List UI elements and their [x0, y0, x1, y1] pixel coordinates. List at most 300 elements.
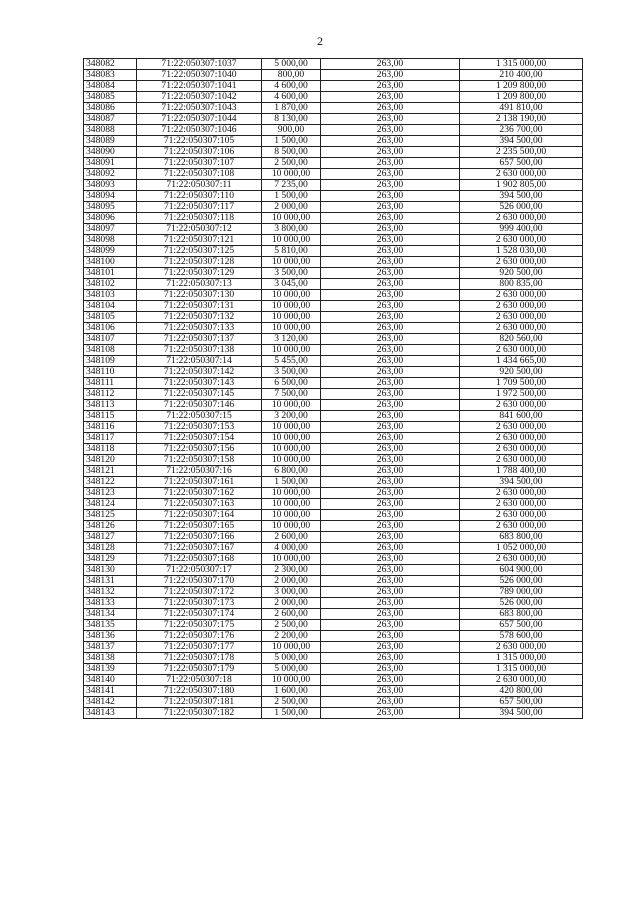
area-cell: 3 120,00 [262, 334, 321, 345]
rate-cell: 263,00 [321, 466, 460, 477]
table-row [84, 389, 583, 400]
cadastral-number-cell: 71:22:050307:158 [137, 455, 262, 466]
area-cell: 1 500,00 [262, 708, 321, 719]
area-cell: 10 000,00 [262, 345, 321, 356]
value-cell: 2 630 000,00 [460, 323, 583, 334]
area-cell: 10 000,00 [262, 488, 321, 499]
area-cell: 10 000,00 [262, 422, 321, 433]
value-cell: 2 630 000,00 [460, 499, 583, 510]
value-cell: 1 052 000,00 [460, 543, 583, 554]
value-cell: 2 630 000,00 [460, 521, 583, 532]
record-number-cell: 348134 [84, 609, 137, 620]
table-row [84, 136, 583, 147]
rate-cell: 263,00 [321, 565, 460, 576]
table-row [84, 279, 583, 290]
value-cell: 394 500,00 [460, 191, 583, 202]
record-number-cell: 348103 [84, 290, 137, 301]
rate-cell: 263,00 [321, 477, 460, 488]
record-number-cell: 348120 [84, 455, 137, 466]
table-row [84, 367, 583, 378]
record-number-cell: 348107 [84, 334, 137, 345]
area-cell: 2 500,00 [262, 620, 321, 631]
area-cell: 2 600,00 [262, 609, 321, 620]
area-cell: 5 000,00 [262, 664, 321, 675]
cadastral-number-cell: 71:22:050307:174 [137, 609, 262, 620]
value-cell: 1 315 000,00 [460, 59, 583, 70]
rate-cell: 263,00 [321, 191, 460, 202]
value-cell: 1 209 800,00 [460, 81, 583, 92]
table-row [84, 268, 583, 279]
record-number-cell: 348116 [84, 422, 137, 433]
table-row [84, 59, 583, 70]
rate-cell: 263,00 [321, 169, 460, 180]
value-cell: 2 630 000,00 [460, 400, 583, 411]
table-row [84, 147, 583, 158]
record-number-cell: 348084 [84, 81, 137, 92]
area-cell: 2 000,00 [262, 576, 321, 587]
table-row [84, 466, 583, 477]
table-row [84, 180, 583, 191]
area-cell: 7 235,00 [262, 180, 321, 191]
table-row [84, 158, 583, 169]
record-number-cell: 348142 [84, 697, 137, 708]
rate-cell: 263,00 [321, 642, 460, 653]
rate-cell: 263,00 [321, 136, 460, 147]
value-cell: 820 560,00 [460, 334, 583, 345]
record-number-cell: 348090 [84, 147, 137, 158]
record-number-cell: 348133 [84, 598, 137, 609]
table-row [84, 587, 583, 598]
cadastral-number-cell: 71:22:050307:145 [137, 389, 262, 400]
cadastral-number-cell: 71:22:050307:167 [137, 543, 262, 554]
record-number-cell: 348098 [84, 235, 137, 246]
table-row [84, 114, 583, 125]
rate-cell: 263,00 [321, 290, 460, 301]
cadastral-number-cell: 71:22:050307:181 [137, 697, 262, 708]
rate-cell: 263,00 [321, 499, 460, 510]
rate-cell: 263,00 [321, 301, 460, 312]
record-number-cell: 348089 [84, 136, 137, 147]
record-number-cell: 348106 [84, 323, 137, 334]
area-cell: 1 600,00 [262, 686, 321, 697]
cadastral-number-cell: 71:22:050307:137 [137, 334, 262, 345]
table-row [84, 543, 583, 554]
table-row [84, 499, 583, 510]
table-row [84, 334, 583, 345]
cadastral-number-cell: 71:22:050307:121 [137, 235, 262, 246]
cadastral-number-cell: 71:22:050307:179 [137, 664, 262, 675]
cadastral-number-cell: 71:22:050307:143 [137, 378, 262, 389]
table-row [84, 202, 583, 213]
area-cell: 3 800,00 [262, 224, 321, 235]
value-cell: 578 600,00 [460, 631, 583, 642]
table-row [84, 301, 583, 312]
value-cell: 2 630 000,00 [460, 213, 583, 224]
area-cell: 6 500,00 [262, 378, 321, 389]
cadastral-number-cell: 71:22:050307:178 [137, 653, 262, 664]
record-number-cell: 348104 [84, 301, 137, 312]
record-number-cell: 348086 [84, 103, 137, 114]
rate-cell: 263,00 [321, 81, 460, 92]
cadastral-number-cell: 71:22:050307:17 [137, 565, 262, 576]
area-cell: 3 200,00 [262, 411, 321, 422]
value-cell: 2 630 000,00 [460, 510, 583, 521]
table-row [84, 235, 583, 246]
area-cell: 1 500,00 [262, 477, 321, 488]
area-cell: 10 000,00 [262, 444, 321, 455]
rate-cell: 263,00 [321, 532, 460, 543]
value-cell: 1 434 665,00 [460, 356, 583, 367]
cadastral-number-cell: 71:22:050307:1041 [137, 81, 262, 92]
value-cell: 2 630 000,00 [460, 169, 583, 180]
cadastral-number-cell: 71:22:050307:132 [137, 312, 262, 323]
record-number-cell: 348128 [84, 543, 137, 554]
rate-cell: 263,00 [321, 422, 460, 433]
rate-cell: 263,00 [321, 510, 460, 521]
record-number-cell: 348129 [84, 554, 137, 565]
rate-cell: 263,00 [321, 180, 460, 191]
cadastral-number-cell: 71:22:050307:1040 [137, 70, 262, 81]
value-cell: 526 000,00 [460, 576, 583, 587]
area-cell: 10 000,00 [262, 301, 321, 312]
area-cell: 3 500,00 [262, 367, 321, 378]
rate-cell: 263,00 [321, 675, 460, 686]
area-cell: 5 455,00 [262, 356, 321, 367]
area-cell: 3 500,00 [262, 268, 321, 279]
rate-cell: 263,00 [321, 444, 460, 455]
cadastral-number-cell: 71:22:050307:1037 [137, 59, 262, 70]
value-cell: 683 800,00 [460, 532, 583, 543]
record-number-cell: 348140 [84, 675, 137, 686]
record-number-cell: 348135 [84, 620, 137, 631]
rate-cell: 263,00 [321, 312, 460, 323]
area-cell: 1 500,00 [262, 191, 321, 202]
record-number-cell: 348143 [84, 708, 137, 719]
table-row [84, 345, 583, 356]
rate-cell: 263,00 [321, 268, 460, 279]
cadastral-number-cell: 71:22:050307:110 [137, 191, 262, 202]
record-number-cell: 348085 [84, 92, 137, 103]
value-cell: 604 900,00 [460, 565, 583, 576]
table-row [84, 510, 583, 521]
area-cell: 8 130,00 [262, 114, 321, 125]
value-cell: 999 400,00 [460, 224, 583, 235]
page-number: 2 [317, 34, 323, 48]
rate-cell: 263,00 [321, 114, 460, 125]
cadastral-number-cell: 71:22:050307:156 [137, 444, 262, 455]
rate-cell: 263,00 [321, 279, 460, 290]
table-row [84, 257, 583, 268]
table-row [84, 378, 583, 389]
area-cell: 1 870,00 [262, 103, 321, 114]
value-cell: 2 630 000,00 [460, 455, 583, 466]
area-cell: 2 500,00 [262, 697, 321, 708]
record-number-cell: 348091 [84, 158, 137, 169]
rate-cell: 263,00 [321, 367, 460, 378]
cadastral-number-cell: 71:22:050307:1046 [137, 125, 262, 136]
record-number-cell: 348131 [84, 576, 137, 587]
cadastral-number-cell: 71:22:050307:182 [137, 708, 262, 719]
value-cell: 2 630 000,00 [460, 345, 583, 356]
area-cell: 3 045,00 [262, 279, 321, 290]
table-row [84, 576, 583, 587]
value-cell: 657 500,00 [460, 620, 583, 631]
rate-cell: 263,00 [321, 356, 460, 367]
value-cell: 526 000,00 [460, 202, 583, 213]
value-cell: 2 630 000,00 [460, 257, 583, 268]
cadastral-number-cell: 71:22:050307:138 [137, 345, 262, 356]
cadastral-number-cell: 71:22:050307:131 [137, 301, 262, 312]
cadastral-number-cell: 71:22:050307:1043 [137, 103, 262, 114]
record-number-cell: 348121 [84, 466, 137, 477]
area-cell: 5 000,00 [262, 59, 321, 70]
table-row [84, 675, 583, 686]
cadastral-number-cell: 71:22:050307:13 [137, 279, 262, 290]
value-cell: 920 500,00 [460, 367, 583, 378]
cadastral-number-cell: 71:22:050307:161 [137, 477, 262, 488]
value-cell: 1 315 000,00 [460, 664, 583, 675]
value-cell: 420 800,00 [460, 686, 583, 697]
area-cell: 10 000,00 [262, 642, 321, 653]
rate-cell: 263,00 [321, 521, 460, 532]
value-cell: 2 630 000,00 [460, 433, 583, 444]
area-cell: 10 000,00 [262, 257, 321, 268]
cadastral-number-cell: 71:22:050307:162 [137, 488, 262, 499]
record-number-cell: 348137 [84, 642, 137, 653]
rate-cell: 263,00 [321, 103, 460, 114]
table-row [84, 356, 583, 367]
area-cell: 2 600,00 [262, 532, 321, 543]
rate-cell: 263,00 [321, 433, 460, 444]
area-cell: 900,00 [262, 125, 321, 136]
cadastral-number-cell: 71:22:050307:105 [137, 136, 262, 147]
area-cell: 10 000,00 [262, 169, 321, 180]
record-number-cell: 348094 [84, 191, 137, 202]
rate-cell: 263,00 [321, 488, 460, 499]
record-number-cell: 348141 [84, 686, 137, 697]
rate-cell: 263,00 [321, 246, 460, 257]
cadastral-number-cell: 71:22:050307:129 [137, 268, 262, 279]
area-cell: 6 800,00 [262, 466, 321, 477]
rate-cell: 263,00 [321, 664, 460, 675]
cadastral-number-cell: 71:22:050307:107 [137, 158, 262, 169]
rate-cell: 263,00 [321, 598, 460, 609]
rate-cell: 263,00 [321, 389, 460, 400]
rate-cell: 263,00 [321, 345, 460, 356]
record-number-cell: 348113 [84, 400, 137, 411]
rate-cell: 263,00 [321, 455, 460, 466]
cadastral-number-cell: 71:22:050307:164 [137, 510, 262, 521]
cadastral-number-cell: 71:22:050307:108 [137, 169, 262, 180]
area-cell: 4 600,00 [262, 81, 321, 92]
area-cell: 10 000,00 [262, 290, 321, 301]
value-cell: 210 400,00 [460, 70, 583, 81]
value-cell: 394 500,00 [460, 477, 583, 488]
rate-cell: 263,00 [321, 631, 460, 642]
value-cell: 394 500,00 [460, 708, 583, 719]
rate-cell: 263,00 [321, 202, 460, 213]
area-cell: 8 500,00 [262, 147, 321, 158]
cadastral-number-cell: 71:22:050307:176 [137, 631, 262, 642]
area-cell: 10 000,00 [262, 499, 321, 510]
value-cell: 2 630 000,00 [460, 675, 583, 686]
rate-cell: 263,00 [321, 576, 460, 587]
value-cell: 1 315 000,00 [460, 653, 583, 664]
record-number-cell: 348082 [84, 59, 137, 70]
table-row [84, 653, 583, 664]
record-number-cell: 348126 [84, 521, 137, 532]
rate-cell: 263,00 [321, 653, 460, 664]
area-cell: 2 000,00 [262, 202, 321, 213]
cadastral-number-cell: 71:22:050307:14 [137, 356, 262, 367]
area-cell: 2 000,00 [262, 598, 321, 609]
table-row [84, 609, 583, 620]
area-cell: 2 200,00 [262, 631, 321, 642]
value-cell: 1 528 030,00 [460, 246, 583, 257]
record-number-cell: 348096 [84, 213, 137, 224]
record-number-cell: 348111 [84, 378, 137, 389]
value-cell: 2 138 190,00 [460, 114, 583, 125]
value-cell: 2 235 500,00 [460, 147, 583, 158]
cadastral-number-cell: 71:22:050307:154 [137, 433, 262, 444]
rate-cell: 263,00 [321, 257, 460, 268]
rate-cell: 263,00 [321, 609, 460, 620]
area-cell: 10 000,00 [262, 400, 321, 411]
record-number-cell: 348118 [84, 444, 137, 455]
cadastral-number-cell: 71:22:050307:1042 [137, 92, 262, 103]
record-number-cell: 348093 [84, 180, 137, 191]
record-number-cell: 348095 [84, 202, 137, 213]
table-row [84, 444, 583, 455]
value-cell: 1 209 800,00 [460, 92, 583, 103]
rate-cell: 263,00 [321, 708, 460, 719]
table-row [84, 565, 583, 576]
area-cell: 10 000,00 [262, 510, 321, 521]
record-number-cell: 348130 [84, 565, 137, 576]
area-cell: 3 000,00 [262, 587, 321, 598]
cadastral-number-cell: 71:22:050307:180 [137, 686, 262, 697]
table-row [84, 708, 583, 719]
value-cell: 2 630 000,00 [460, 642, 583, 653]
record-number-cell: 348097 [84, 224, 137, 235]
value-cell: 526 000,00 [460, 598, 583, 609]
record-number-cell: 348099 [84, 246, 137, 257]
table-row [84, 92, 583, 103]
table-row [84, 631, 583, 642]
cadastral-number-cell: 71:22:050307:170 [137, 576, 262, 587]
rate-cell: 263,00 [321, 213, 460, 224]
cadastral-number-cell: 71:22:050307:15 [137, 411, 262, 422]
cadastral-number-cell: 71:22:050307:142 [137, 367, 262, 378]
record-number-cell: 348087 [84, 114, 137, 125]
area-cell: 800,00 [262, 70, 321, 81]
rate-cell: 263,00 [321, 554, 460, 565]
area-cell: 7 500,00 [262, 389, 321, 400]
cadastral-number-cell: 71:22:050307:146 [137, 400, 262, 411]
area-cell: 10 000,00 [262, 675, 321, 686]
record-number-cell: 348117 [84, 433, 137, 444]
table-row [84, 488, 583, 499]
value-cell: 683 800,00 [460, 609, 583, 620]
table-row [84, 620, 583, 631]
cadastral-number-cell: 71:22:050307:172 [137, 587, 262, 598]
rate-cell: 263,00 [321, 334, 460, 345]
table-row [84, 598, 583, 609]
record-number-cell: 348124 [84, 499, 137, 510]
table-row [84, 532, 583, 543]
record-number-cell: 348102 [84, 279, 137, 290]
table-row [84, 411, 583, 422]
table-row [84, 213, 583, 224]
value-cell: 2 630 000,00 [460, 554, 583, 565]
value-cell: 920 500,00 [460, 268, 583, 279]
rate-cell: 263,00 [321, 59, 460, 70]
area-cell: 10 000,00 [262, 521, 321, 532]
table-row [84, 554, 583, 565]
table-row [84, 400, 583, 411]
area-cell: 10 000,00 [262, 554, 321, 565]
record-number-cell: 348105 [84, 312, 137, 323]
table-row [84, 70, 583, 81]
cadastral-number-cell: 71:22:050307:133 [137, 323, 262, 334]
rate-cell: 263,00 [321, 697, 460, 708]
rate-cell: 263,00 [321, 70, 460, 81]
cadastral-number-cell: 71:22:050307:125 [137, 246, 262, 257]
record-number-cell: 348092 [84, 169, 137, 180]
table-row [84, 455, 583, 466]
rate-cell: 263,00 [321, 378, 460, 389]
table-row [84, 81, 583, 92]
area-cell: 10 000,00 [262, 312, 321, 323]
cadastral-number-cell: 71:22:050307:1044 [137, 114, 262, 125]
rate-cell: 263,00 [321, 235, 460, 246]
value-cell: 841 600,00 [460, 411, 583, 422]
cadastral-number-cell: 71:22:050307:173 [137, 598, 262, 609]
record-number-cell: 348127 [84, 532, 137, 543]
rate-cell: 263,00 [321, 125, 460, 136]
area-cell: 4 600,00 [262, 92, 321, 103]
value-cell: 657 500,00 [460, 158, 583, 169]
table-row [84, 433, 583, 444]
area-cell: 1 500,00 [262, 136, 321, 147]
table-row [84, 125, 583, 136]
table-row [84, 477, 583, 488]
cadastral-number-cell: 71:22:050307:18 [137, 675, 262, 686]
value-cell: 1 902 805,00 [460, 180, 583, 191]
cadastral-number-cell: 71:22:050307:168 [137, 554, 262, 565]
area-cell: 5 810,00 [262, 246, 321, 257]
rate-cell: 263,00 [321, 224, 460, 235]
cadastral-number-cell: 71:22:050307:118 [137, 213, 262, 224]
rate-cell: 263,00 [321, 92, 460, 103]
cadastral-number-cell: 71:22:050307:12 [137, 224, 262, 235]
value-cell: 2 630 000,00 [460, 235, 583, 246]
cadastral-number-cell: 71:22:050307:163 [137, 499, 262, 510]
table-row [84, 312, 583, 323]
area-cell: 2 500,00 [262, 158, 321, 169]
area-cell: 10 000,00 [262, 433, 321, 444]
rate-cell: 263,00 [321, 620, 460, 631]
area-cell: 10 000,00 [262, 235, 321, 246]
value-cell: 1 788 400,00 [460, 466, 583, 477]
rate-cell: 263,00 [321, 323, 460, 334]
value-cell: 236 700,00 [460, 125, 583, 136]
table-row [84, 697, 583, 708]
table-row [84, 191, 583, 202]
table-row [84, 686, 583, 697]
table-body [84, 59, 583, 719]
value-cell: 394 500,00 [460, 136, 583, 147]
